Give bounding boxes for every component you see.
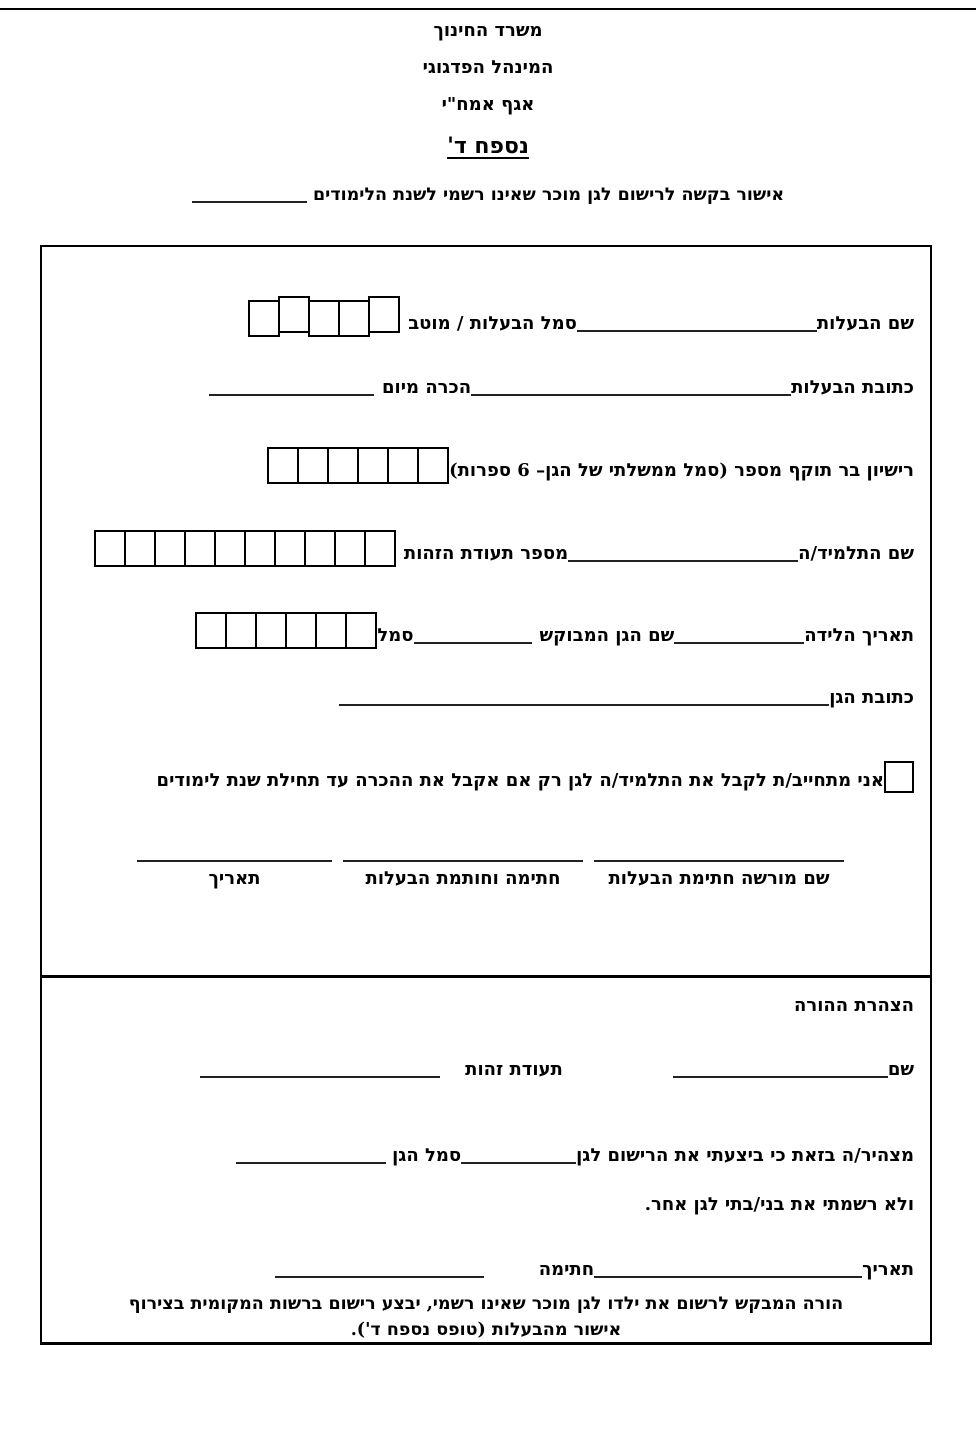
- symbol-boxes: [197, 612, 377, 649]
- parent-id-label: תעודת זהות: [465, 1059, 563, 1080]
- digit-box: [124, 530, 156, 567]
- birth-date-blank: [674, 641, 804, 644]
- form-body-box: [40, 245, 932, 1345]
- date-label: תאריך: [208, 868, 261, 889]
- license-boxes: [269, 447, 449, 484]
- no-other-text: ולא רשמתי את בני/בתי לגן אחר.: [644, 1194, 914, 1215]
- parent-name-row: [58, 1059, 914, 1080]
- digit-box: [345, 612, 377, 649]
- form-title: נספח ד': [447, 133, 529, 159]
- recognition-date-label: הכרה מיום: [382, 377, 472, 398]
- parent-date-label: תאריך: [862, 1259, 914, 1280]
- recognition-date-blank: [209, 393, 374, 396]
- digit-box: [297, 447, 329, 484]
- parent-date-blank: [594, 1275, 862, 1278]
- parent-signature-blank: [275, 1275, 484, 1278]
- kindergarten-address-blank: [339, 703, 829, 706]
- declared-kindergarten-blank: [461, 1161, 576, 1164]
- student-name-blank: [568, 559, 798, 562]
- digit-box: [195, 612, 227, 649]
- student-name-label: שם התלמיד/ה: [798, 543, 914, 564]
- digit-box: [357, 447, 389, 484]
- signature-stamp-blank: [343, 859, 583, 862]
- declaration-text: מצהיר/ה בזאת כי ביצעתי את הרישום לגן: [576, 1145, 914, 1166]
- requested-kindergarten-label: שם הגן המבוקש: [539, 625, 675, 646]
- footer-note: [54, 1291, 918, 1343]
- declaration-row: [58, 1145, 914, 1166]
- owner-symbol-boxes: [250, 300, 400, 337]
- digit-box: [225, 612, 257, 649]
- license-row: [58, 439, 914, 481]
- signature-stamp-label: חתימה וחותמת הבעלות: [365, 868, 561, 889]
- ministry-name: משרד החינוך: [433, 20, 543, 41]
- digit-box: [278, 296, 310, 333]
- digit-box: [248, 300, 280, 337]
- parent-signature-label: חתימה: [538, 1259, 595, 1280]
- owner-name-row: [58, 292, 914, 334]
- parent-name-blank: [673, 1075, 888, 1078]
- license-label: רישיון בר תוקף מספר (סמל ממשלתי של הגן– 6 ספרות): [449, 460, 914, 481]
- commitment-text: אני מתחייב/ת לקבל את התלמיד/ה לגן רק אם אקבל את ההכרה עד תחילת שנת לימודים: [156, 770, 884, 791]
- digit-box: [274, 530, 306, 567]
- digit-box: [94, 530, 126, 567]
- authorized-signer-column: [594, 859, 844, 889]
- date-blank: [137, 859, 332, 862]
- id-number-boxes: [96, 530, 396, 567]
- digit-box: [154, 530, 186, 567]
- kindergarten-address-label: כתובת הגן: [829, 687, 914, 708]
- digit-box: [285, 612, 317, 649]
- owner-name-blank: [577, 329, 817, 332]
- digit-box: [368, 296, 400, 333]
- digit-box: [364, 530, 396, 567]
- owner-address-row: [58, 377, 914, 398]
- parent-declaration-heading: הצהרת ההורה: [794, 995, 914, 1016]
- form-title-wrap: [0, 131, 976, 159]
- digit-box: [327, 447, 359, 484]
- digit-box: [334, 530, 366, 567]
- digit-box: [387, 447, 419, 484]
- digit-box: [315, 612, 347, 649]
- kindergarten-address-row: [58, 687, 914, 708]
- birth-date-label: תאריך הלידה: [804, 625, 914, 646]
- signature-row: [137, 859, 844, 889]
- id-number-label: מספר תעודת הזהות: [403, 543, 569, 564]
- section-divider: [40, 975, 932, 978]
- division-name: אגף אמח"י: [441, 94, 535, 115]
- birth-date-row: [58, 604, 914, 646]
- authorized-signer-label: שם מורשה חתימת הבעלות: [608, 868, 830, 889]
- signature-stamp-column: [343, 859, 583, 889]
- digit-box: [308, 300, 340, 337]
- owner-name-label: שם הבעלות: [816, 313, 914, 334]
- footer-note-line1: הורה המבקש לרשום את ילדו לגן מוכר שאינו רשמי, יבצע רישום ברשות המקומית בצירוף: [128, 1294, 844, 1314]
- digit-box: [244, 530, 276, 567]
- commitment-checkbox: [884, 761, 914, 793]
- no-other-row: [58, 1194, 914, 1215]
- digit-box: [338, 300, 370, 337]
- parent-date-signature-row: [58, 1259, 914, 1280]
- digit-box: [184, 530, 216, 567]
- digit-box: [214, 530, 246, 567]
- student-row: [58, 522, 914, 564]
- parent-name-label: שם: [887, 1059, 914, 1080]
- digit-box: [267, 447, 299, 484]
- owner-address-label: כתובת הבעלות: [791, 377, 914, 398]
- form-header: [0, 20, 976, 205]
- parent-id-blank: [200, 1075, 440, 1078]
- footer-note-line2: אישור מהבעלות (טופס נספח ד').: [350, 1320, 622, 1340]
- digit-box: [417, 447, 449, 484]
- school-year-blank: [192, 200, 307, 203]
- form-subtitle-text: אישור בקשה לרישום לגן מוכר שאינו רשמי לשנת הלימודים: [313, 185, 785, 205]
- digit-box: [255, 612, 287, 649]
- authorized-signer-blank: [594, 859, 844, 862]
- owner-symbol-label: סמל הבעלות / מוטב: [408, 313, 577, 334]
- requested-kindergarten-blank: [414, 641, 532, 644]
- administration-name: המינהל הפדגוגי: [422, 57, 554, 78]
- commitment-row: [58, 754, 914, 791]
- form-subtitle: [0, 185, 976, 205]
- page-top-divider: [0, 8, 976, 10]
- digit-box: [304, 530, 336, 567]
- gan-symbol-label: סמל הגן: [392, 1145, 462, 1166]
- owner-address-blank: [471, 393, 791, 396]
- date-column: [137, 859, 332, 889]
- gan-symbol-blank: [236, 1161, 386, 1164]
- symbol-label: סמל: [377, 625, 414, 646]
